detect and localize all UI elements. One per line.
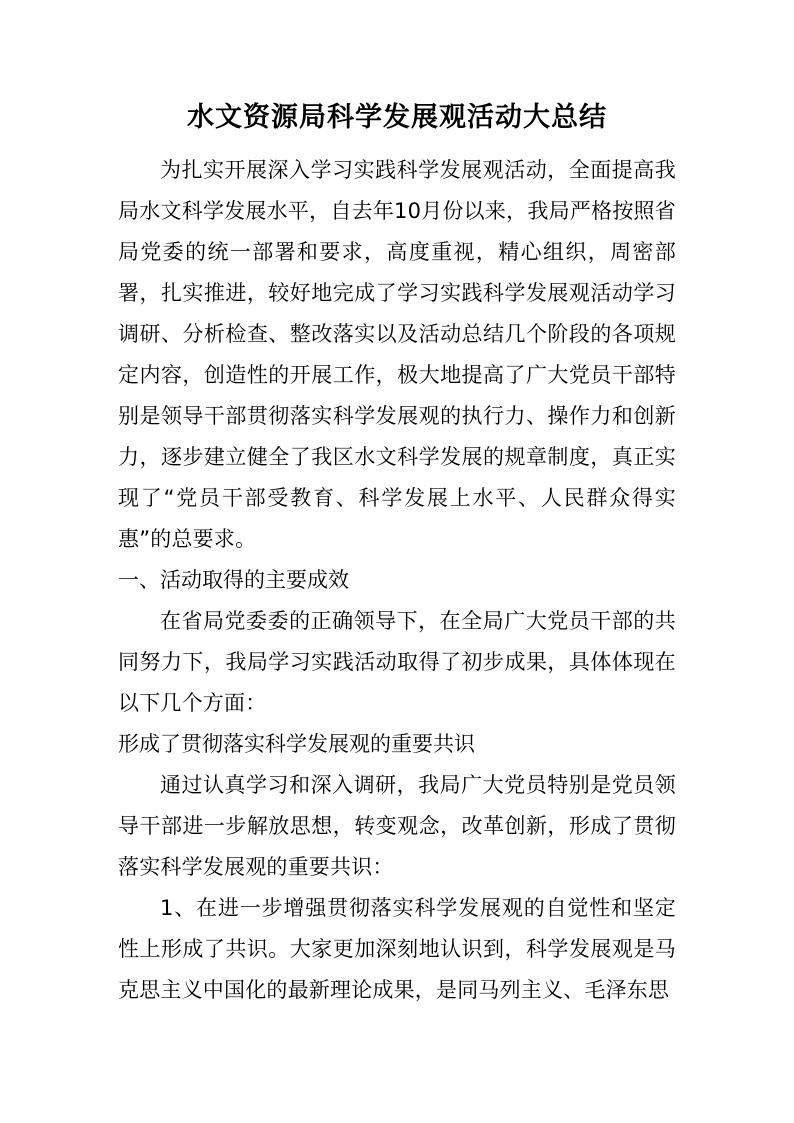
document-title: 水文资源局科学发展观活动大总结: [187, 102, 607, 133]
intro-paragraph: 为扎实开展深入学习实践科学发展观活动，全面提高我局水文科学发展水平，自去年10月份以来，我局严格按照省局党委的统一部署和要求，高度重视，精心组织，周密部署，扎实推进，较好地完成了学习实践科学发展观活动学习调研、分析检查、整改落实以及活动总结几个阶段的各项规定内容，创造性的开展工作，极大地提高了广大党员干部特别是领导干部贯彻落实科学发展观的执行力、操作力和创新力，逐步建立健全了我区水文科学发展的规章制度，真正实现了“党员干部受教育、科学发展上水平、人民群众得实惠”的总要求。: [118, 158, 676, 551]
section-heading: 一、活动取得的主要成效: [118, 568, 349, 592]
subsection-heading: 形成了贯彻落实科学发展观的重要共识: [118, 732, 475, 756]
document-body: [118, 150, 676, 1011]
body-paragraph: 在省局党委委的正确领导下，在全局广大党员干部的共同努力下，我局学习实践活动取得了初步成果，具体体现在以下几个方面：: [118, 609, 676, 715]
list-paragraph: 1、在进一步增强贯彻落实科学发展观的自觉性和坚定性上形成了共识。大家更加深刻地认识到，科学发展观是马克思主义中国化的最新理论成果，是同马列主义、毛泽东思: [118, 896, 676, 1002]
body-paragraph: 通过认真学习和深入调研，我局广大党员特别是党员领导干部进一步解放思想，转变观念，改革创新，形成了贯彻落实科学发展观的重要共识：: [118, 773, 676, 879]
